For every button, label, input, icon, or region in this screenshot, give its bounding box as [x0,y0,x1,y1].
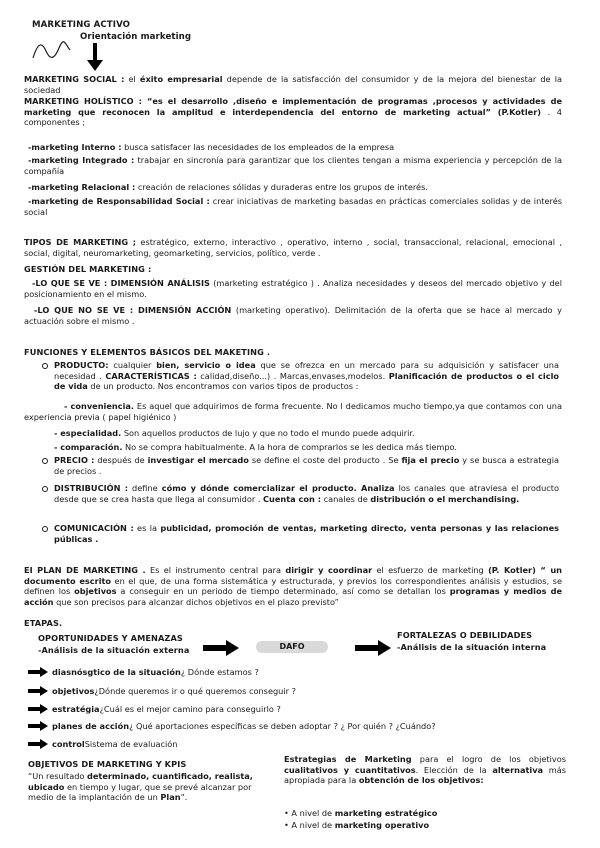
header-title: MARKETING ACTIVO [32,20,131,30]
bullet-circle-icon [42,458,48,464]
gestion-item: -LO QUE SE VE : DIMENSIÓN ANÁLISIS (marketing estratégico ) . Analiza necesidades y deseos del mercado objetivo y del posicionamiento en el mismo. [24,278,562,299]
wave-icon [32,40,72,62]
dafo-right-title: FORTALEZAS O DEBILIDADES [397,630,533,640]
componente-item: -marketing de Responsabilidad Social : crear iniciativas de marketing basadas en prácticas comerciales solidas y de interés social [24,196,562,217]
etapas-title: ETAPAS. [24,618,63,628]
dafo-badge: DAFO [256,641,328,653]
estrategias-text: Estrategias de Marketing para el logro de los objetivos cualitativos y cuantitativos. Elección de la alternativa más apropiada para la obtención de los objetivos: [284,754,566,786]
arrow-right-icon [203,640,239,656]
arrow-right-icon [28,739,48,749]
arrow-right-icon [355,640,391,656]
dafo-left-title: OPORTUNIDADES Y AMENAZAS [38,633,183,643]
especialidad-item: - especialidad. Son aquellos productos de lujo y que no todo el mundo puede adquirir. [54,428,415,438]
down-arrow-icon [87,43,103,72]
bullet-circle-icon [42,363,48,369]
componente-item: -marketing Interno : busca satisfacer las necesidades de los empleados de la empresa [28,142,395,152]
bullet-circle-icon [42,486,48,492]
plan-paragraph: EI PLAN DE MARKETING . Es el instrumento central para dirigir y coordinar el esfuerzo de marketing (P. Kotler) “ un documento escrito en el que, de una forma sistemática y estructurada, y previos los correspondientes análisis y estudios, se definen los objetivos a conseguir en un periodo de tiempo determinado, así como se detallan los programas y medios de acción que son precisos para alcanzar dichos objetivos en el plazo previsto” [24,565,562,607]
arrow-right-icon [28,704,48,714]
bullet-circle-icon [42,526,48,532]
objetivos-text: “Un resultado determinado, cuantificado, realista, ubicado en tiempo y lugar, que se prevé alcanzar por medio de la implantación de un Plan”. [28,771,253,803]
arrow-right-icon [28,667,48,677]
holistico-paragraph: MARKETING HOLÍSTICO : “es el desarrollo ,diseño e implementación de programas ,procesos y actividades de marketing que reconocen la amplitud e interdependencia del entorno de marketing actual” (P.Kotler) . 4 componentes ; [24,96,563,128]
objetivos-title: OBJETIVOS DE MARKETING Y KPIS [28,759,187,769]
dafo-left-sub: -Análisis de la situación externa [38,645,190,655]
comunicacion-item: COMUNICACIÓN : es la publicidad, promoción de ventas, marketing directo, venta personas y las relaciones públicas . [54,523,559,544]
estrategias-li: • A nivel de marketing estratégico [284,808,438,818]
etapa-item: planes de acción ¿ Qué aportaciones específicas se deben adoptar ? ¿ Por quién ? ¿Cuándo? [28,719,436,733]
comparacion-item: - comparación. No se compra habitualmente. A la hora de comprarlos se les dedica más tiempo. [54,442,458,452]
social-label: MARKETING SOCIAL : [24,74,125,84]
arrow-right-icon [28,686,48,696]
etapa-item: diasnósgtico de la situación ¿ Dónde estamos ? [28,665,259,679]
estrategias-li: • A nivel de marketing operativo [284,820,430,830]
gestion-item: -LO QUE NO SE VE : DIMENSIÓN ACCIÓN (marketing operativo). Delimitación de la oferta que se hace al mercado y actuación sobre el mismo . [24,305,562,326]
conveniencia-item: - conveniencia. Es aquel que adquirimos de forma frecuente. No l dedicamos mucho tiempo,ya que contamos con una experiencia previa ( papel higiénico ) [24,401,562,422]
producto-item: PRODUCTO: cualquier bien, servicio o idea que se ofrezca en un mercado para su adquisición y satisfacer una necesidad . CARACTERÍSTICAS : calidad,diseño...) . Marcas,envases,modelos. Planificación de productos o el ciclo de vida de un producto. Nos encontramos con varios tipos de productos : [54,360,559,392]
arrow-right-icon [28,721,48,731]
precio-item: PRECIO : después de investigar el mercado se define el coste del producto . Se fija el precio y se busca a estrategia de precios . [54,455,559,476]
tipos-paragraph: TIPOS DE MARKETING ; estratégico, externo, interactivo , operativo, interno , social, transaccional, relacional, emocional , social, digital, neuromarketing, geomarketing, servicios, político, verde . [24,237,562,258]
header-subtitle: Orientación marketing [80,32,192,42]
etapa-item: estratégia ¿Cuál es el mejor camino para conseguirlo ? [28,702,281,716]
dafo-right-sub: -Análisis de la situación interna [397,642,547,652]
distribucion-item: DISTRIBUCIÓN : define cómo y dónde comercializar el producto. Analiza los canales que atraviesa el producto desde que se crea hasta que llega al consumidor . Cuenta con : canales de distribución o el merchandising. [54,483,559,504]
etapa-item: control Sistema de evaluación [28,737,177,751]
componente-item: -marketing Integrado : trabajar en sincronía para garantizar que los clientes tengan a misma experiencia y percepción de la compañía [24,155,563,176]
etapa-item: objetivos ¿Dónde queremos ir o qué queremos conseguir ? [28,684,296,698]
componente-item: -marketing Relacional : creación de relaciones sólidas y duraderas entre los grupos de interés. [28,182,428,192]
gestion-title: GESTIÓN DEL MARKETING : [24,264,152,274]
social-paragraph: MARKETING SOCIAL : el éxito empresarial depende de la satisfacción del consumidor y de la mejora del bienestar de la sociedad [24,74,562,95]
funciones-title: FUNCIONES Y ELEMENTOS BÁSICOS DEL MAKETING . [24,347,271,357]
